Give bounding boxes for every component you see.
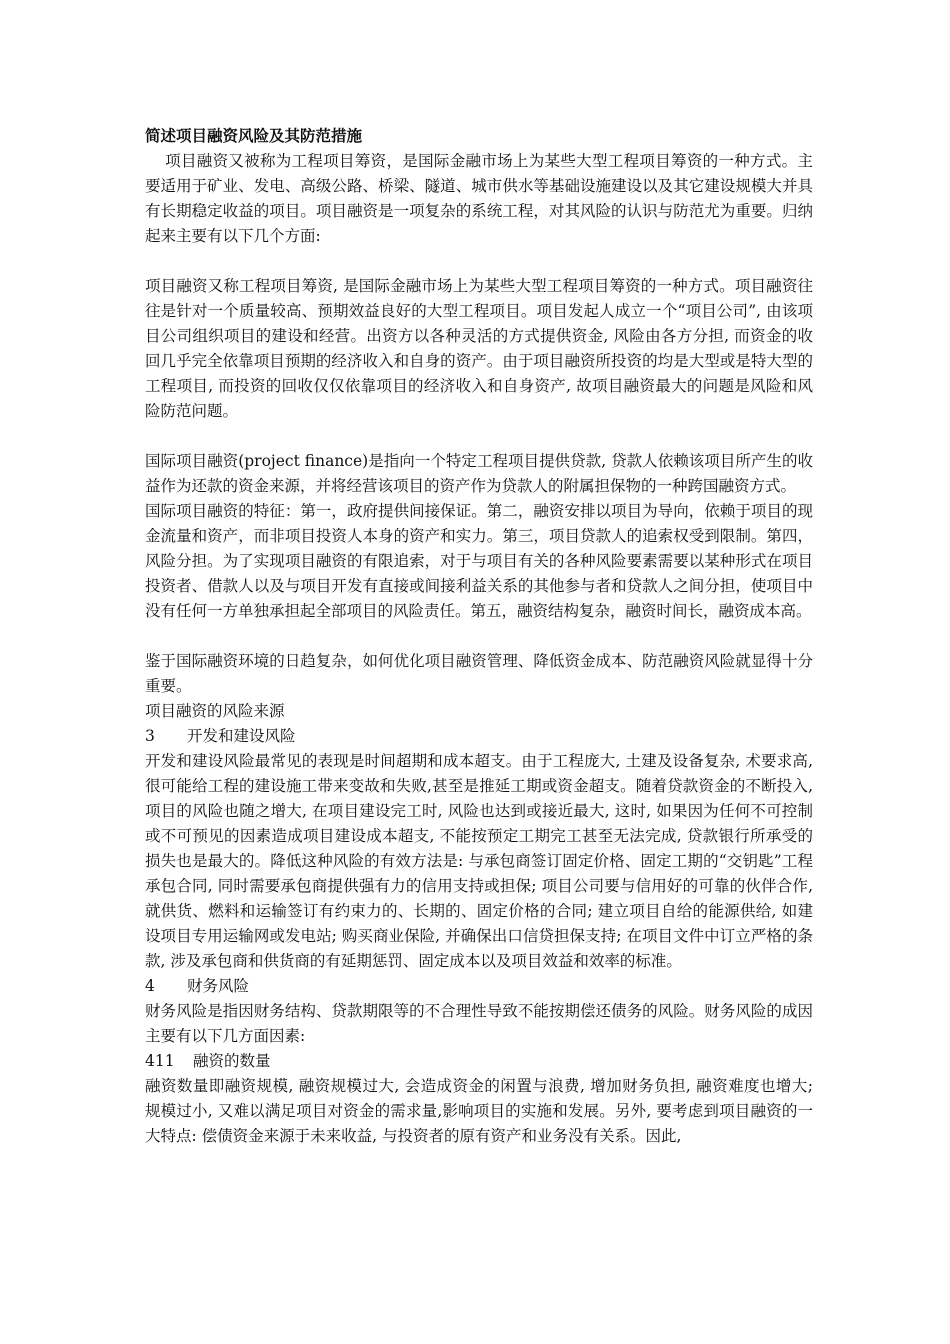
heading-number: 4 <box>145 977 155 995</box>
heading-text: 融资的数量 <box>193 1052 271 1070</box>
heading-financing-amount <box>145 1049 813 1074</box>
paragraph-gap <box>145 249 813 274</box>
heading-text: 开发和建设风险 <box>187 727 296 745</box>
heading-number: 411 <box>145 1052 175 1070</box>
paragraph-gap <box>145 624 813 649</box>
heading-financial-risk <box>145 974 813 999</box>
intro-paragraph: 项目融资又被称为工程项目筹资，是国际金融市场上为某些大型工程项目筹资的一种方式。主要适用于矿业、发电、高级公路、桥梁、隧道、城市供水等基础设施建设以及其它建设规模大并具有长期稳定收益的项目。项目融资是一项复杂的系统工程，对其风险的认识与防范尤为重要。归纳起来主要有以下几个方面: <box>145 152 813 245</box>
paragraph-development-risk: 开发和建设风险最常见的表现是时间超期和成本超支。由于工程庞大, 土建及设备复杂, 术要求高, 很可能给工程的建设施工带来变故和失败,甚至是推延工期或资金超支。随着贷款资金的不断投入, 项目的风险也随之增大, 在项目建设完工时, 风险也达到或接近最大, 这时, 如果因为任何不可控制或不可预见的因素造成项目建设成本超支, 不能按预定工期完工甚至无法完成, 贷款银行所承受的损失也是最大的。降低这种风险的有效方法是: 与承包商签订固定价格、固定工期的“交钥匙”工程承包合同, 同时需要承包商提供强有力的信用支持或担保; 项目公司要与信用好的可靠的伙伴合作, 就供货、燃料和运输签订有约束力的、长期的、固定价格的合同; 建立项目自给的能源供给, 如建设项目专用运输网或发电站; 购买商业保险, 并确保出口信贷担保支持; 在项目文件中订立严格的条款, 涉及承包商和供货商的有延期惩罚、固定成本以及项目效益和效率的标准。 <box>145 752 813 970</box>
document-page <box>145 124 813 1149</box>
paragraph-environment: 鉴于国际融资环境的日趋复杂，如何优化项目融资管理、降低资金成本、防范融资风险就显得十分重要。 <box>145 652 813 695</box>
paragraph-international-financing: 国际项目融资(project finance)是指向一个特定工程项目提供贷款, 贷款人依赖该项目所产生的收益作为还款的资金来源，并将经营该项目的资产作为贷款人的附属担保物的一种跨国融资方式。 <box>145 452 813 495</box>
paragraph-features: 国际项目融资的特征：第一，政府提供间接保证。第二，融资安排以项目为导向，依赖于项目的现金流量和资产，而非项目投资人本身的资产和实力。第三，项目贷款人的追索权受到限制。第四，风险分担。为了实现项目融资的有限追索，对于与项目有关的各种风险要素需要以某种形式在项目投资者、借款人以及与项目开发有直接或间接利益关系的其他参与者和贷款人之间分担，使项目中没有任何一方单独承担起全部项目的风险责任。第五，融资结构复杂，融资时间长，融资成本高。 <box>145 502 813 620</box>
paragraph-financial-risk: 财务风险是指因财务结构、贷款期限等的不合理性导致不能按期偿还债务的风险。财务风险的成因主要有以下几方面因素: <box>145 1002 813 1045</box>
heading-number: 3 <box>145 727 155 745</box>
document-title: 简述项目融资风险及其防范措施 <box>145 127 363 145</box>
heading-text: 财务风险 <box>187 977 250 995</box>
paragraph-project-financing: 项目融资又称工程项目筹资, 是国际金融市场上为某些大型工程项目筹资的一种方式。项目融资往往是针对一个质量较高、预期效益良好的大型工程项目。项目发起人成立一个“项目公司”, 由该项目公司组织项目的建设和经营。出资方以各种灵活的方式提供资金, 风险由各方分担, 而资金的收回几乎完全依靠项目预期的经济收入和自身的资产。由于项目融资所投资的均是大型或是特大型的工程项目, 而投资的回收仅仅依靠项目的经济收入和自身资产, 故项目融资最大的问题是风险和风险防范问题。 <box>145 277 813 420</box>
heading-development-risk <box>145 724 813 749</box>
paragraph-gap <box>145 424 813 449</box>
section-title-risk-sources: 项目融资的风险来源 <box>145 702 285 720</box>
paragraph-financing-amount: 融资数量即融资规模, 融资规模过大, 会造成资金的闲置与浪费, 增加财务负担, 融资难度也增大; 规模过小, 又难以满足项目对资金的需求量,影响项目的实施和发展。另外, 要考虑到项目融资的一大特点: 偿债资金来源于未来收益, 与投资者的原有资产和业务没有关系。因此, <box>145 1077 813 1145</box>
